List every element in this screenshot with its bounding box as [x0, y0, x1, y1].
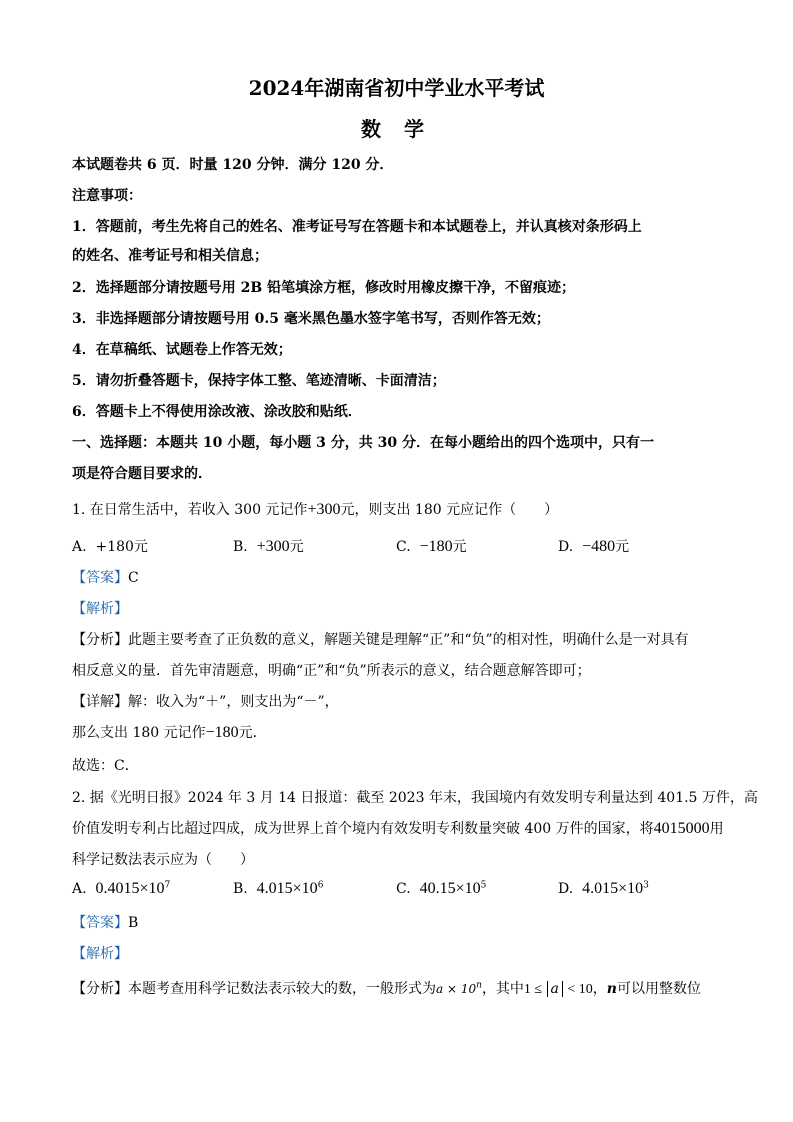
q1-answer: 【答案】C [72, 570, 139, 586]
q1-stem-math: +300 [307, 501, 341, 518]
q2-option-d: D. $4.015\times 10^3$ [558, 880, 649, 897]
q1-option-c: C. −180元 [396, 538, 467, 555]
q1-option-d: D. −480元 [558, 538, 630, 555]
q2-fenxi: 【分析】本题考查用科学记数法表示较大的数，一般形式为$a \times 10^n$，其中1 ≤ a < 10，n可以用整数位 [72, 980, 701, 997]
q2-analysis-tag: 【解析】 [72, 946, 128, 962]
q2-stem-1: 2. 据《光明日报》2024 年 3 月 14 日报道：截至 2023 年末，我国境内有效发明专利量达到 401.5 万件，高 [72, 790, 758, 806]
notice-1: 1．答题前，考生先将自己的姓名、准考证号写在答题卡和本试题卷上，并认真核对条形码上 [72, 219, 642, 235]
exam-info: 本试题卷共 6 页．时量 120 分钟．满分 120 分． [72, 157, 394, 173]
notice-6: 6．答题卡上不得使用涂改液、涂改胶和贴纸． [72, 404, 362, 420]
q2-stem-2: 价值发明专利占比超过四成，成为世界上首个境内有效发明专利数量突破 400 万件的国家，将4015000用 [72, 820, 724, 837]
q1-detail: 【详解】解：收入为“＋”，则支出为“－”， [72, 694, 339, 710]
q2-option-c: C. $40.15\times 10^5$ [396, 880, 487, 897]
q2-answer: 【答案】B [72, 915, 139, 931]
notice-1-cont: 的姓名、准考证号和相关信息； [72, 248, 268, 264]
q2-option-a: A. $0.4015\times 10^7$ [72, 880, 171, 897]
q1-option-a: A. +180元 [72, 539, 148, 555]
section-heading-1: 一、选择题：本题共 10 小题，每小题 3 分，共 30 分．在每小题给出的四个选项中，只有一 [72, 435, 654, 451]
notice-5: 5．请勿折叠答题卡，保持字体工整、笔迹清晰、卡面清洁； [72, 373, 446, 389]
notice-3: 3．非选择题部分请按题号用 0.5 毫米黑色墨水签字笔书写，否则作答无效； [72, 311, 550, 327]
q1-stem: 1. 在日常生活中，若收入 300 元记作+300元，则支出 180 元应记作（ ） [72, 501, 559, 518]
notice-2: 2．选择题部分请按题号用 2B 铅笔填涂方框，修改时用橡皮擦干净，不留痕迹； [72, 280, 576, 296]
subject-title: 数 学 [361, 117, 432, 141]
q1-detail-cont: 那么支出 180 元记作−180元． [72, 724, 267, 741]
answer-tag: 【答案】 [72, 915, 128, 931]
q1-fenxi: 【分析】此题主要考查了正负数的意义，解题关键是理解“正”和“负”的相对性，明确什么是一对具有 [72, 632, 689, 648]
notice-4: 4．在草稿纸、试题卷上作答无效； [72, 342, 292, 358]
answer-tag: 【答案】 [72, 570, 128, 586]
q2-option-b: B. $4.015\times 10^6$ [233, 880, 324, 897]
abs-a: a [547, 981, 563, 997]
q1-analysis-tag: 【解析】 [72, 601, 128, 617]
section-heading-2: 项是符合题目要求的． [72, 466, 212, 482]
q2-stem-3: 科学记数法表示应为（ ） [72, 852, 254, 868]
notice-title: 注意事项： [72, 188, 142, 204]
q1-option-b: B. +300元 [233, 538, 304, 555]
q1-fenxi-cont: 相反意义的量．首先审清题意，明确“正”和“负”所表示的意义，结合题意解答即可； [72, 663, 591, 679]
q1-choose: 故选：C． [72, 758, 139, 774]
exam-title: 2024年湖南省初中学业水平考试 [248, 76, 545, 100]
